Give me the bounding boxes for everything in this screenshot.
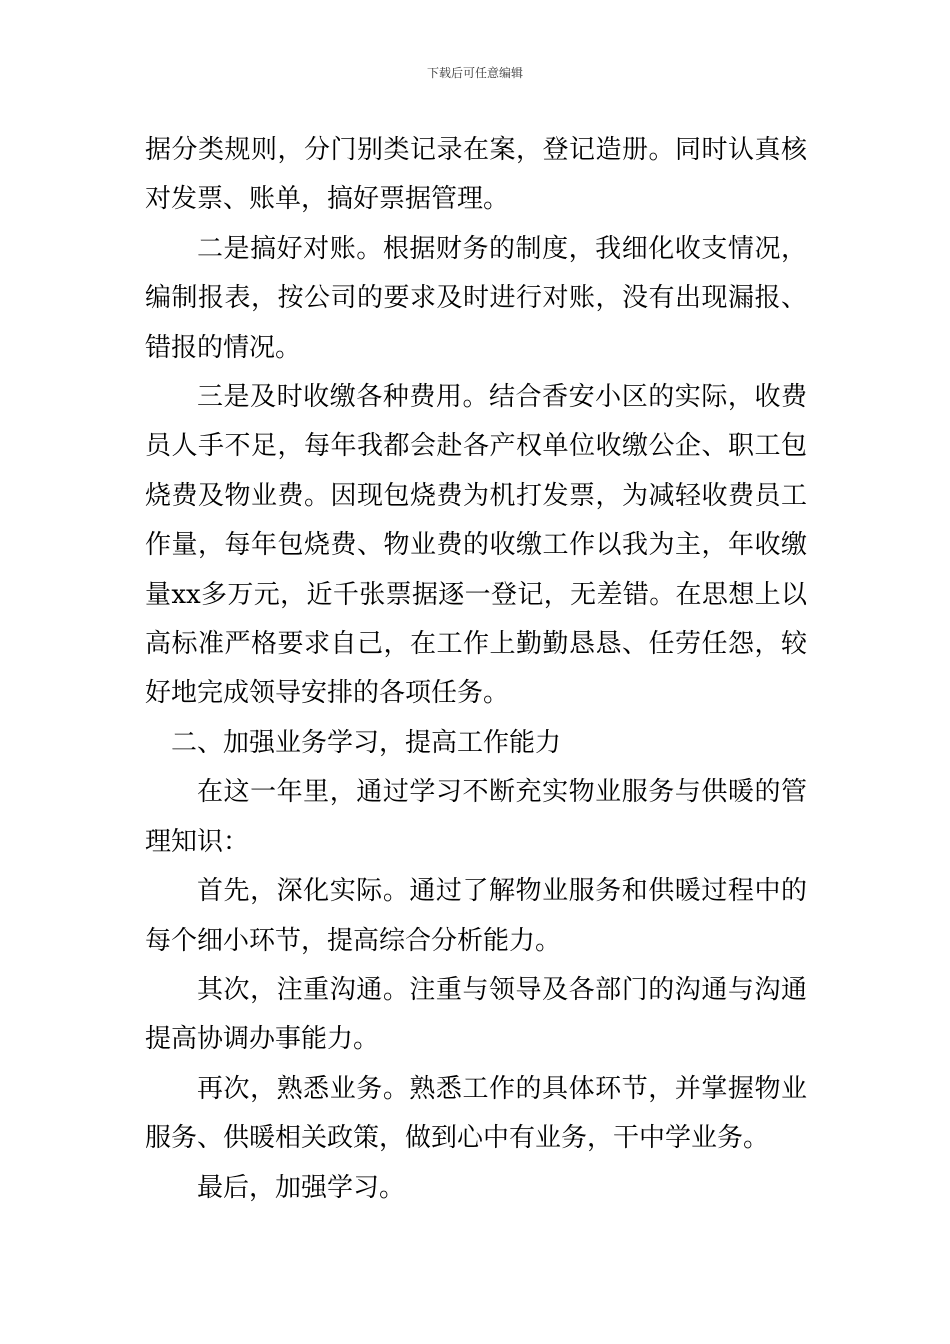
paragraph-fee-collection: 三是及时收缴各种费用。结合香安小区的实际，收费员人手不足，每年我都会赴各产权单位收缴公企、职工包烧费及物业费。因现包烧费为机打发票，为减轻收费员工作量，每年包烧费、物业费的收缴工作以我为主，年收缴量xx多万元，近千张票据逐一登记，无差错。在思想上以高标准严格要求自己，在工作上勤勤恳恳、任劳任怨，较好地完成领导安排的各项任务。 bbox=[145, 382, 807, 709]
paragraph-continued: 据分类规则，分门别类记录在案，登记造册。同时认真核对发票、账单，搞好票据管理。 bbox=[145, 135, 807, 215]
section-heading: 二、加强业务学习，提高工作能力 bbox=[171, 727, 562, 758]
paragraph-last: 最后，加强学习。 bbox=[197, 1172, 406, 1203]
paragraph-third: 再次，熟悉业务。熟悉工作的具体环节，并掌握物业服务、供暖相关政策，做到心中有业务，干中学业务。 bbox=[145, 1073, 807, 1154]
document-body bbox=[145, 126, 807, 1213]
paragraph-first: 首先，深化实际。通过了解物业服务和供暖过程中的每个细小环节，提高综合分析能力。 bbox=[145, 876, 807, 956]
paragraph-learning-intro: 在这一年里，通过学习不断充实物业服务与供暖的管理知识： bbox=[145, 777, 807, 857]
page-header: 下载后可任意编辑 bbox=[426, 66, 523, 80]
paragraph-reconciliation: 二是搞好对账。根据财务的制度，我细化收支情况，编制报表，按公司的要求及时进行对账，没有出现漏报、错报的情况。 bbox=[145, 233, 807, 363]
paragraph-second: 其次，注重沟通。注重与领导及各部门的沟通与沟通提高协调办事能力。 bbox=[145, 974, 807, 1055]
